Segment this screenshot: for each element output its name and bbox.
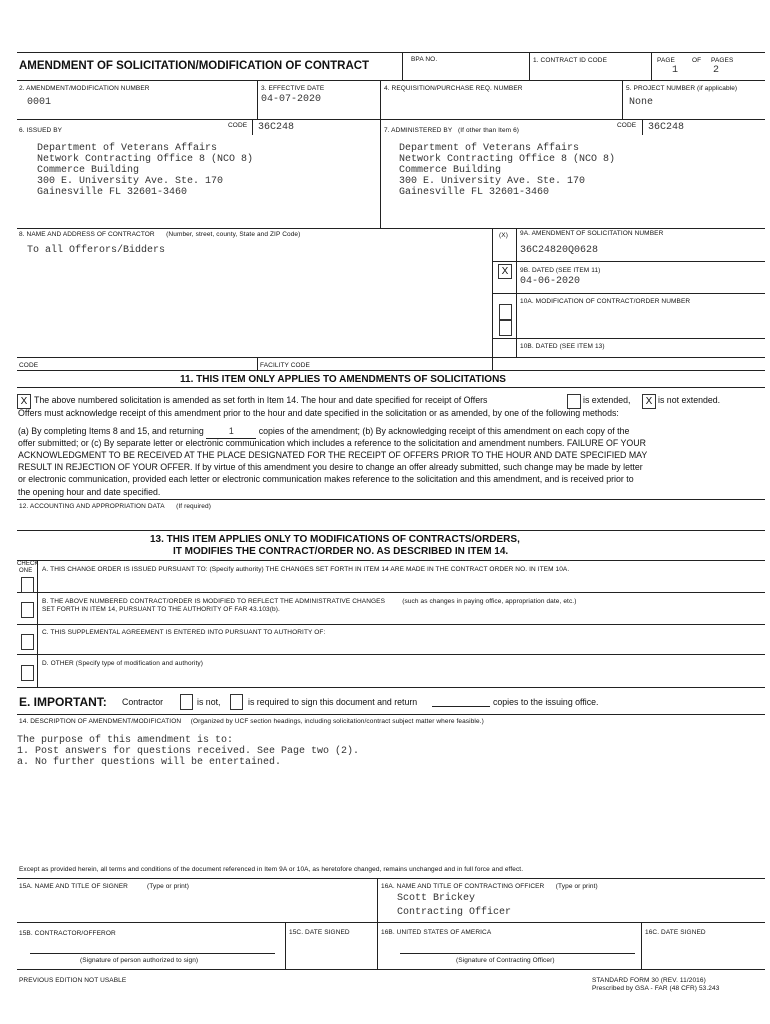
rule	[622, 80, 623, 119]
item-13d-text: D. OTHER (Specify type of modification and authority)	[42, 660, 204, 667]
item-9a-value[interactable]: 36C24820Q0628	[520, 245, 599, 256]
is-extended-label: is extended,	[583, 395, 631, 405]
item-9-checkbox[interactable]: X	[498, 264, 512, 279]
address-line: Commerce Building	[37, 165, 140, 176]
important-label: E. IMPORTANT:	[19, 695, 107, 709]
rule	[17, 499, 765, 500]
issued-by-code-label: CODE	[228, 122, 248, 129]
item-14-description[interactable]	[17, 735, 359, 768]
contracting-officer-name[interactable]: Scott Brickey	[397, 893, 476, 904]
continuation-note: Except as provided herein, all terms and conditions of the document referenced in Item 9A or 10A, as heretofore changed, remains unchanged and in full force and effect.	[19, 866, 524, 873]
is-required-label: is required to sign this document and return	[248, 697, 418, 707]
item-14-label: 14. DESCRIPTION OF AMENDMENT/MODIFICATION (Organized by UCF section headings, including solicitation/contract subject matter where feasible.)	[19, 718, 484, 725]
copies-label: copies to the issuing office.	[493, 697, 599, 707]
administered-by-address	[399, 143, 615, 198]
previous-edition-note: PREVIOUS EDITION NOT USABLE	[19, 977, 127, 984]
item-9b-value[interactable]: 04-06-2020	[520, 276, 581, 287]
contractor-label: 8. NAME AND ADDRESS OF CONTRACTOR (Number, street, county, State and ZIP Code)	[19, 231, 301, 238]
pages-label: PAGES	[711, 57, 734, 64]
effective-date-label: 3. EFFECTIVE DATE	[261, 85, 325, 92]
contractor-code-label: CODE	[19, 362, 39, 369]
address-line: Gainesville FL 32601-3460	[399, 187, 550, 198]
item-16c-label: 16C. DATE SIGNED	[645, 929, 706, 936]
page-label: PAGE	[657, 57, 675, 64]
rule	[17, 560, 765, 561]
item-13-heading: IT MODIFIES THE CONTRACT/ORDER NO. AS DESCRIBED IN ITEM 14.	[173, 546, 509, 557]
address-line: Gainesville FL 32601-3460	[37, 187, 188, 198]
item-16b-label: 16B. UNITED STATES OF AMERICA	[381, 929, 492, 936]
item-11-line: RESULT IN REJECTION OF YOUR OFFER. If by virtue of this amendment you desire to change an offer already submitted, such change may be made by letter	[18, 462, 643, 472]
item-13a-text: A. THIS CHANGE ORDER IS ISSUED PURSUANT TO: (Specify authority) THE CHANGES SET FORTH IN ITEM 14 ARE MADE IN THE CONTRACT ORDER NO. IN ITEM 10A.	[42, 566, 570, 573]
effective-date-value[interactable]: 04-07-2020	[261, 94, 322, 105]
bpa-label: BPA NO.	[411, 56, 438, 63]
item-11-amended-checkbox[interactable]: X	[17, 394, 31, 409]
item-13c-checkbox[interactable]	[21, 634, 34, 650]
address-line: 300 E. University Ave. Ste. 170	[399, 176, 586, 187]
item-10-checkbox[interactable]	[499, 304, 512, 320]
item-11-line: the opening hour and date specified.	[18, 487, 161, 497]
important-contractor: Contractor	[122, 697, 164, 707]
rule	[492, 228, 493, 370]
x-column-label: (X)	[499, 232, 508, 239]
item-13-heading: 13. THIS ITEM APPLIES ONLY TO MODIFICATIONS OF CONTRACTS/ORDERS,	[150, 534, 520, 545]
rule	[492, 338, 765, 339]
rule	[257, 357, 258, 370]
rule	[17, 119, 765, 120]
rule	[516, 228, 517, 357]
item-11-line: or electronic communication, provided each letter or electronic communication makes reference to the solicitation and this amendment, and is received prior to	[18, 474, 634, 484]
rule	[17, 687, 765, 688]
copies-blank[interactable]	[432, 706, 490, 707]
rule	[17, 878, 765, 879]
form-title: AMENDMENT OF SOLICITATION/MODIFICATION OF CONTRACT	[19, 60, 370, 72]
contractor-signature-line[interactable]	[30, 953, 275, 954]
item-11-line: (a) By completing Items 8 and 15, and returning 1 copies of the amendment; (b) By acknowledging receipt of this amendment on each copy of the	[18, 426, 629, 439]
is-not-label: is not,	[197, 697, 221, 707]
project-number-value[interactable]: None	[629, 97, 654, 108]
contractor-value[interactable]: To all Offerors/Bidders	[27, 245, 166, 256]
rule	[37, 560, 38, 687]
not-extended-label: is not extended.	[658, 395, 721, 405]
rule	[641, 922, 642, 969]
description-line: The purpose of this amendment is to:	[17, 735, 234, 746]
rule	[492, 261, 765, 262]
contracting-officer-title[interactable]: Contracting Officer	[397, 907, 512, 918]
rule	[17, 387, 765, 388]
item-11-line: The above numbered solicitation is amended as set forth in Item 14. The hour and date specified for receipt of Offers	[34, 395, 488, 405]
rule	[380, 80, 381, 228]
rule	[402, 52, 403, 80]
rule	[529, 52, 530, 80]
rule	[642, 119, 643, 135]
item-10-checkbox[interactable]	[499, 320, 512, 336]
is-required-checkbox[interactable]	[230, 694, 243, 710]
address-line: Commerce Building	[399, 165, 502, 176]
item-11-heading: 11. THIS ITEM ONLY APPLIES TO AMENDMENTS OF SOLICITATIONS	[180, 374, 506, 385]
facility-code-label: FACILITY CODE	[260, 362, 310, 369]
item-11-line: ACKNOWLEDGMENT TO BE RECEIVED AT THE PLACE DESIGNATED FOR THE RECEIPT OF OFFERS PRIOR TO THE HOUR AND DATE SPECIFIED MAY	[18, 450, 648, 460]
address-line: Department of Veterans Affairs	[399, 143, 580, 154]
issued-by-code-value[interactable]: 36C248	[258, 122, 295, 133]
item-10b-label: 10B. DATED (SEE ITEM 13)	[520, 343, 605, 350]
description-line: a. No further questions will be entertained.	[17, 757, 282, 768]
item-15b-label: 15B. CONTRACTOR/OFFEROR	[19, 930, 116, 937]
address-line: Department of Veterans Affairs	[37, 143, 218, 154]
rule	[17, 52, 765, 53]
issued-by-label: 6. ISSUED BY	[19, 127, 63, 134]
item-13d-checkbox[interactable]	[21, 665, 34, 681]
item-13c-text: C. THIS SUPPLEMENTAL AGREEMENT IS ENTERED INTO PURSUANT TO AUTHORITY OF:	[42, 629, 326, 636]
rule	[17, 370, 765, 371]
item-13a-checkbox[interactable]	[21, 577, 34, 593]
is-not-checkbox[interactable]	[180, 694, 193, 710]
rule	[17, 357, 765, 358]
amendment-number-label: 2. AMENDMENT/MODIFICATION NUMBER	[19, 85, 150, 92]
rule	[285, 922, 286, 969]
page-value[interactable]: 1	[672, 65, 679, 76]
rule	[17, 530, 765, 531]
requisition-label: 4. REQUISITION/PURCHASE REQ. NUMBER	[384, 85, 523, 92]
item-13b-checkbox[interactable]	[21, 602, 34, 618]
contractor-signature-caption: (Signature of person authorized to sign)	[80, 957, 199, 964]
address-line: Network Contracting Office 8 (NCO 8)	[37, 154, 254, 165]
not-extended-checkbox[interactable]: X	[642, 394, 656, 409]
item-9b-label: 9B. DATED (SEE ITEM 11)	[520, 267, 601, 274]
administered-by-label: 7. ADMINISTERED BY (If other than Item 6)	[384, 127, 520, 134]
item-11-line: offer submitted; or (c) By separate letter or electronic communication which includes a reference to the solicitation and amendment numbers. FAILURE OF YOUR	[18, 438, 646, 448]
administered-by-code-label: CODE	[617, 122, 637, 129]
amendment-number-value[interactable]: 0001	[27, 97, 52, 108]
item-11-line: Offers must acknowledge receipt of this amendment prior to the hour and date specified in the solicitation or as amended, by one of the following methods:	[18, 408, 619, 418]
rule	[17, 592, 765, 593]
rule	[17, 654, 765, 655]
check-one-label: ONE	[19, 568, 33, 574]
pages-value[interactable]: 2	[713, 65, 720, 76]
officer-signature-line[interactable]	[400, 953, 635, 954]
issued-by-address	[37, 143, 253, 198]
item-15a-label: 15A. NAME AND TITLE OF SIGNER (Type or print)	[19, 883, 190, 890]
administered-by-code-value[interactable]: 36C248	[648, 122, 685, 133]
rule	[651, 52, 652, 80]
project-number-label: 5. PROJECT NUMBER (if applicable)	[626, 85, 738, 92]
rule	[17, 922, 765, 923]
prescribed-by-label: Prescribed by GSA - FAR (48 CFR) 53.243	[592, 985, 720, 992]
rule	[17, 80, 765, 81]
item-10a-label: 10A. MODIFICATION OF CONTRACT/ORDER NUMBER	[520, 298, 691, 305]
address-line: Network Contracting Office 8 (NCO 8)	[399, 154, 616, 165]
address-line: 300 E. University Ave. Ste. 170	[37, 176, 224, 187]
item-12-label: 12. ACCOUNTING AND APPROPRIATION DATA (If required)	[19, 503, 211, 510]
rule	[17, 624, 765, 625]
item-13b-text: SET FORTH IN ITEM 14, PURSUANT TO THE AUTHORITY OF FAR 43.103(b).	[42, 606, 280, 613]
standard-form-label: STANDARD FORM 30 (REV. 11/2016)	[592, 977, 706, 984]
contract-id-label: 1. CONTRACT ID CODE	[533, 57, 608, 64]
item-9a-label: 9A. AMENDMENT OF SOLICITATION NUMBER	[520, 230, 664, 237]
rule	[252, 119, 253, 135]
item-13b-text: B. THE ABOVE NUMBERED CONTRACT/ORDER IS MODIFIED TO REFLECT THE ADMINISTRATIVE CHANGES (such as changes in paying office, appropriation date, etc.)	[42, 598, 577, 605]
rule	[17, 969, 765, 970]
rule	[17, 228, 765, 229]
item-15c-label: 15C. DATE SIGNED	[289, 929, 350, 936]
copies-field[interactable]: 1	[206, 426, 256, 439]
rule	[257, 80, 258, 119]
rule	[377, 878, 378, 969]
item-16a-label: 16A. NAME AND TITLE OF CONTRACTING OFFICER (Type or print)	[381, 883, 598, 890]
officer-signature-caption: (Signature of Contracting Officer)	[456, 957, 555, 964]
is-extended-checkbox[interactable]	[567, 394, 581, 409]
rule	[17, 714, 765, 715]
check-one-label: CHECK	[17, 561, 39, 567]
description-line: 1. Post answers for questions received. See Page two (2).	[17, 746, 360, 757]
rule	[492, 293, 765, 294]
of-label: OF	[692, 57, 702, 64]
